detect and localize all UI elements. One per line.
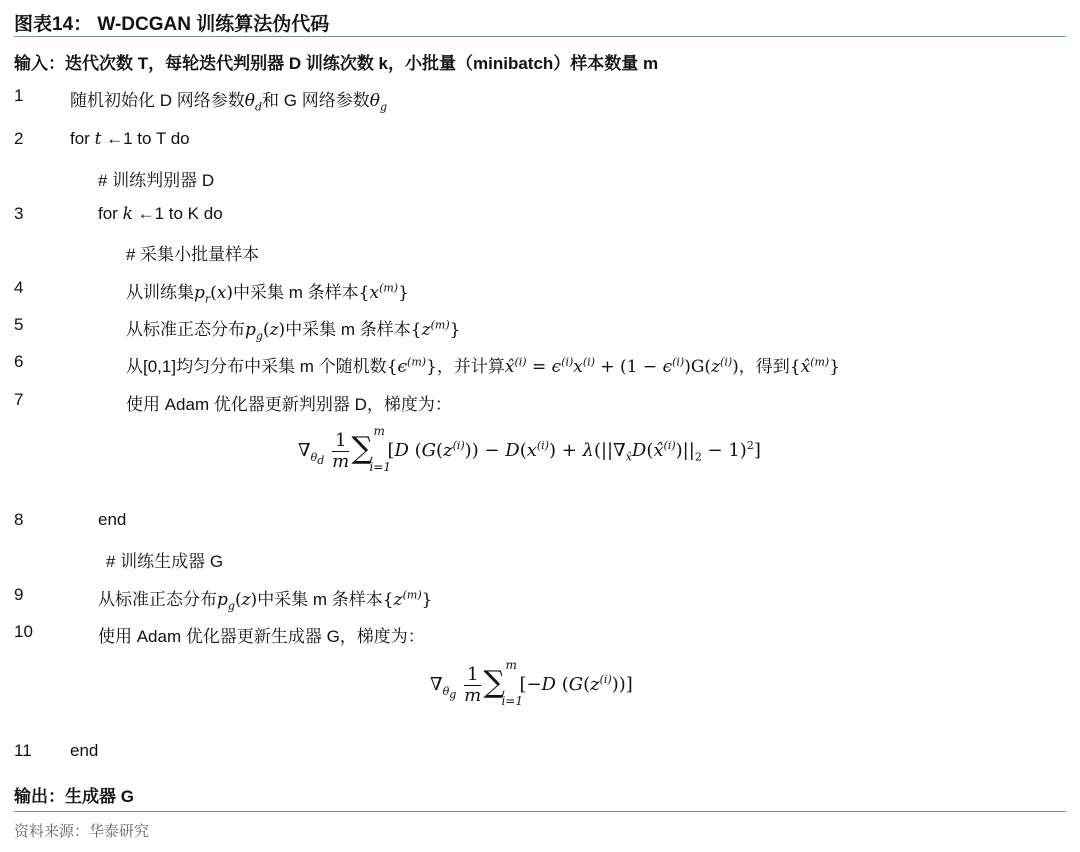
code-line: for t ←1 to T do	[70, 129, 190, 149]
code-line: 从[0,1]均匀分布中采集 m 个随机数$\{\epsilon^{(m)}\}$，并计算x̂$^{(i)}$ = $\epsilon^{(i)}x^{(i)} + (1 - \epsilon^{(i)})G(z^{(i)})$，得到{x̂$^{(m)}$}	[126, 355, 841, 377]
bottom-rule	[14, 811, 1066, 812]
code-line: 使用 Adam 优化器更新生成器 G，梯度为：	[98, 627, 425, 646]
discriminator-gradient-formula: $\nabla_{\theta_d}$ $\frac{1}{m}$ ∑ m i=1 [D $(G(z^{(i)})) - D(x^{(i)})$ + $\lambda(||\nabla_{x̂}D(x̂^{(i)})||_2 - 1)^2$]	[298, 424, 761, 474]
input-line: 输入：迭代次数 T，每轮迭代判别器 D 训练次数 k，小批量（minibatch）样本数量 m	[14, 54, 659, 73]
line-number: 11	[14, 741, 32, 760]
line-number: 5	[14, 315, 24, 334]
line-number: 4	[14, 278, 24, 297]
figure-title: 图表14： W-DCGAN 训练算法伪代码	[14, 14, 330, 35]
code-line: 从训练集$p_r(x)$中采集 m 条样本$\{x^{(m)}\}$	[126, 281, 409, 306]
code-text: 和 G 网络参数	[262, 91, 370, 110]
line-number: 2	[14, 129, 24, 148]
line-number: 3	[14, 204, 24, 223]
line-number: 6	[14, 352, 24, 371]
generator-gradient-formula: $\nabla_{\theta_g}$ $\frac{1}{m}$ ∑ m i=1 [−D $(G(z^{(i)}))$]	[430, 658, 633, 708]
code-line: 从标准正态分布$p_g(z)$中采集 m 条样本$\{z^{(m)}\}$	[126, 318, 461, 343]
line-number: 8	[14, 510, 24, 529]
code-line: for k ←1 to K do	[98, 204, 223, 224]
line-number: 1	[14, 86, 24, 105]
source-note: 资料来源：华泰研究	[14, 823, 150, 840]
code-text: 随机初始化 D 网络参数	[70, 91, 245, 110]
code-line: end	[70, 741, 99, 760]
code-comment: # 训练生成器 G	[106, 552, 224, 571]
code-comment: # 采集小批量样本	[126, 245, 260, 264]
line-number: 7	[14, 390, 24, 409]
line-number: 9	[14, 585, 24, 604]
line-number: 10	[14, 622, 33, 641]
code-line: 使用 Adam 优化器更新判别器 D，梯度为：	[126, 395, 452, 414]
code-line: 随机初始化 D 网络参数$\theta_d$和 G 网络参数$\theta_g$	[70, 91, 387, 114]
top-rule	[14, 36, 1066, 37]
code-line: end	[98, 510, 127, 529]
code-line: 从标准正态分布$p_g(z)$中采集 m 条样本$\{z^{(m)}\}$	[98, 588, 433, 613]
output-line: 输出：生成器 G	[14, 787, 134, 806]
code-comment: # 训练判别器 D	[98, 171, 215, 190]
